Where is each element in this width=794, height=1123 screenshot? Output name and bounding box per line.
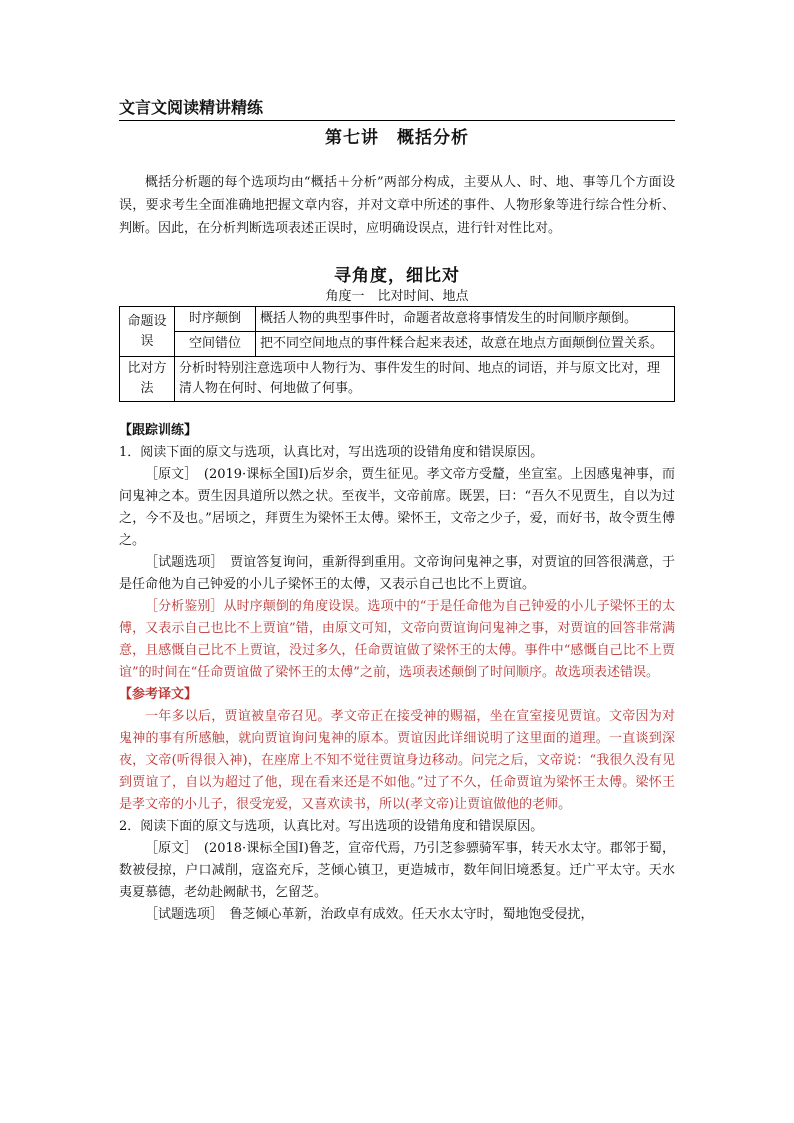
reference-translation-heading: 【参考译文】 — [119, 687, 198, 702]
subcategory-cell-time: 时序颠倒 — [175, 307, 256, 332]
question-2-option: ［试题选项］ 鲁芝倾心革新，治政卓有成效。任天水太守时，蜀地饱受侵扰， — [145, 907, 594, 922]
question-1-analysis: ［分析鉴别］从时序颠倒的角度设误。选项中的“于是任命他为自己钟爱的小儿子梁怀王的太傅，又表示自己也比不上贾谊”错，由原文可知，文帝向贾谊询问鬼神之事，对贾谊的回答非常满意，且感慨自己比不上贾谊，没过多久，任命贾谊做了梁怀王的太傅。事件中“感慨自己比不上贾谊”的时间在“任命贾谊做了梁怀王的太傅”之前，选项表述颠倒了时间顺序。故选项表述错误。 — [119, 599, 675, 680]
section-title: 寻角度，细比对 — [334, 266, 460, 286]
question-2-original-text: ［原文］ (2018·课标全国Ⅰ)鲁芝，宣帝代焉，乃引芝参骠骑军事，转天水太守。郡邻于蜀，数被侵掠，户口减削，寇盗充斥，芝倾心镇卫，更造城市，数年间旧境悉复。迁广平太守。天水夷夏慕德，老幼赴阙献书，乞留芝。 — [119, 841, 675, 900]
category-cell-method: 比对方法 — [120, 357, 175, 402]
lecture-title: 第七讲 概括分析 — [325, 128, 469, 148]
question-1-translation: 一年多以后，贾谊被皇帝召见。孝文帝正在接受神的赐福，坐在宣室接见贾谊。文帝因为对鬼神的事有所感触，就向贾谊询问鬼神的原本。贾谊因此详细说明了这里面的道理。一直谈到深夜，文帝(听得很入神)，在座席上不知不觉往贾谊身边移动。问完之后，文帝说：“我很久没有见到贾谊了，自以为超过了他，现在看来还是不如他。”过了不久，任命贾谊为梁怀王太傅。梁怀王是孝文帝的小儿子，很受宠爱，又喜欢读书，所以(孝文帝)让贾谊做他的老师。 — [119, 709, 675, 812]
document-page — [119, 96, 675, 926]
angle-title: 角度一 比对时间、地点 — [325, 289, 469, 304]
description-cell-space: 把不同空间地点的事件糅合起来表述，故意在地点方面颠倒位置关系。 — [256, 332, 675, 357]
table-row — [120, 357, 675, 402]
question-1-original-text: ［原文］ (2019·课标全国Ⅰ)后岁余，贾生征见。孝文帝方受釐，坐宣室。上因感鬼神事，而问鬼神之本。贾生因具道所以然之状。至夜半，文帝前席。既罢，曰：“吾久不见贾生，自以为过之，今不及也。”居顷之，拜贾生为梁怀王太傅。梁怀王，文帝之少子，爱，而好书，故令贾生傅之。 — [119, 467, 675, 548]
document-header: 文言文阅读精讲精练 — [119, 96, 675, 121]
question-2-prompt: 2．阅读下面的原文与选项，认真比对。写出选项的设错角度和错误原因。 — [119, 819, 544, 834]
error-type-table — [119, 306, 675, 402]
subcategory-cell-space: 空间错位 — [175, 332, 256, 357]
description-cell-method: 分析时特别注意选项中人物行为、事件发生的时间、地点的词语，并与原文比对，理清人物在何时、何地做了何事。 — [175, 357, 675, 402]
training-heading: 【跟踪训练】 — [119, 423, 198, 438]
category-cell-design: 命题设误 — [120, 307, 175, 357]
intro-paragraph: 概括分析题的每个选项均由“概括＋分析”两部分构成，主要从人、时、地、事等几个方面设误，要求考生全面准确地把握文章内容，并对文章中所述的事件、人物形象等进行综合性分析、判断。因此，在分析判断选项表述正误时，应明确设误点，进行针对性比对。 — [119, 175, 675, 236]
description-cell-time: 概括人物的典型事件时，命题者故意将事情发生的时间顺序颠倒。 — [256, 307, 675, 332]
question-1-prompt: 1．阅读下面的原文与选项，认真比对，写出选项的设错角度和错误原因。 — [119, 445, 544, 460]
question-1-option: ［试题选项］ 贾谊答复询问，重新得到重用。文帝询问鬼神之事，对贾谊的回答很满意，于是任命他为自己钟爱的小儿子梁怀王的太傅，又表示自己也比不上贾谊。 — [119, 555, 675, 592]
table-row — [120, 307, 675, 332]
table-row — [120, 332, 675, 357]
